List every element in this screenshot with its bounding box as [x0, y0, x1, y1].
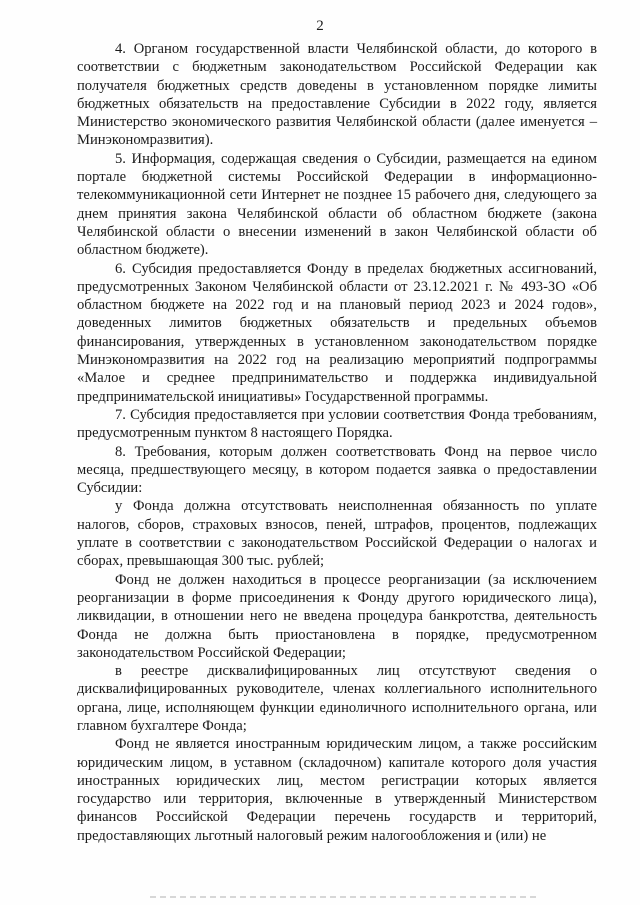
document-body — [77, 40, 597, 845]
requirement-disqualified-persons: в реестре дисквалифицированных лиц отсутствуют сведения о дисквалифицированных руководителе, членах коллегиального исполнительного органа, лице, исполняющем функции единоличного исполнительного органа, или главном бухгалтере Фонда; — [77, 663, 597, 734]
paragraph-item-5: 5. Информация, содержащая сведения о Субсидии, размещается на едином портале бюджетной системы Российской Федерации в информационно-телекоммуникационной сети Интернет не позднее 15 рабочего дня, следующего за днем принятия закона Челябинской области об областном бюджете (закона Челябинской области о внесении изменений в закон Челябинской области об областном бюджете). — [77, 150, 597, 259]
scan-edge-divider — [150, 896, 540, 898]
requirement-reorganization: Фонд не должен находиться в процессе реорганизации (за исключением реорганизации в форме присоединения к Фонду другого юридического лица), ликвидации, в отношении него не введена процедура банкротства, деятельность Фонда не должна быть приостановлена в порядке, предусмотренном законодательством Российской Федерации; — [77, 571, 597, 661]
requirement-foreign-entity: Фонд не является иностранным юридическим лицом, а также российским юридическим лицом, в уставном (складочном) капитале которого доля участия иностранных юридических лиц, местом регистрации которых является государство или территория, включенные в утвержденный Министерством финансов Российской Федерации перечень государств и территорий, предоставляющих льготный налоговый режим налогообложения и (или) не — [77, 736, 597, 844]
paragraph-item-8: 8. Требования, которым должен соответствовать Фонд на первое число месяца, предшествующего месяцу, в котором подается заявка о предоставлении Субсидии: — [77, 443, 597, 497]
paragraph-item-4: 4. Органом государственной власти Челябинской области, до которого в соответствии с бюджетным законодательством Российской Федерации как получателя бюджетных средств доведены в установленном порядке лимиты бюджетных обязательств на предоставление Субсидии в 2022 году, является Министерство экономического развития Челябинской области (далее именуется – Минэкономразвития). — [77, 41, 597, 149]
paragraph-item-6: 6. Субсидия предоставляется Фонду в пределах бюджетных ассигнований, предусмотренных Законом Челябинской области от 23.12.2021 г. № 493-ЗО «Об областном бюджете на 2022 год и на плановый период 2023 и 2024 годов», доведенных лимитов бюджетных обязательств и предельных объемов финансирования, утвержденных в установленном законодательством порядке Минэкономразвития на 2022 год на реализацию мероприятий подпрограммы «Малое и среднее предпринимательство и поддержка индивидуальной предпринимательской инициативы» Государственной программы. — [77, 260, 597, 405]
page-number: 2 — [316, 18, 324, 34]
paragraph-item-7: 7. Субсидия предоставляется при условии соответствия Фонда требованиям, предусмотренным пунктом 8 настоящего Порядка. — [77, 406, 597, 442]
requirement-taxes: у Фонда должна отсутствовать неисполненная обязанность по уплате налогов, сборов, страховых взносов, пеней, штрафов, процентов, подлежащих уплате в соответствии с законодательством Российской Федерации о налогах и сборах, превышающая 300 тыс. рублей; — [77, 498, 597, 570]
